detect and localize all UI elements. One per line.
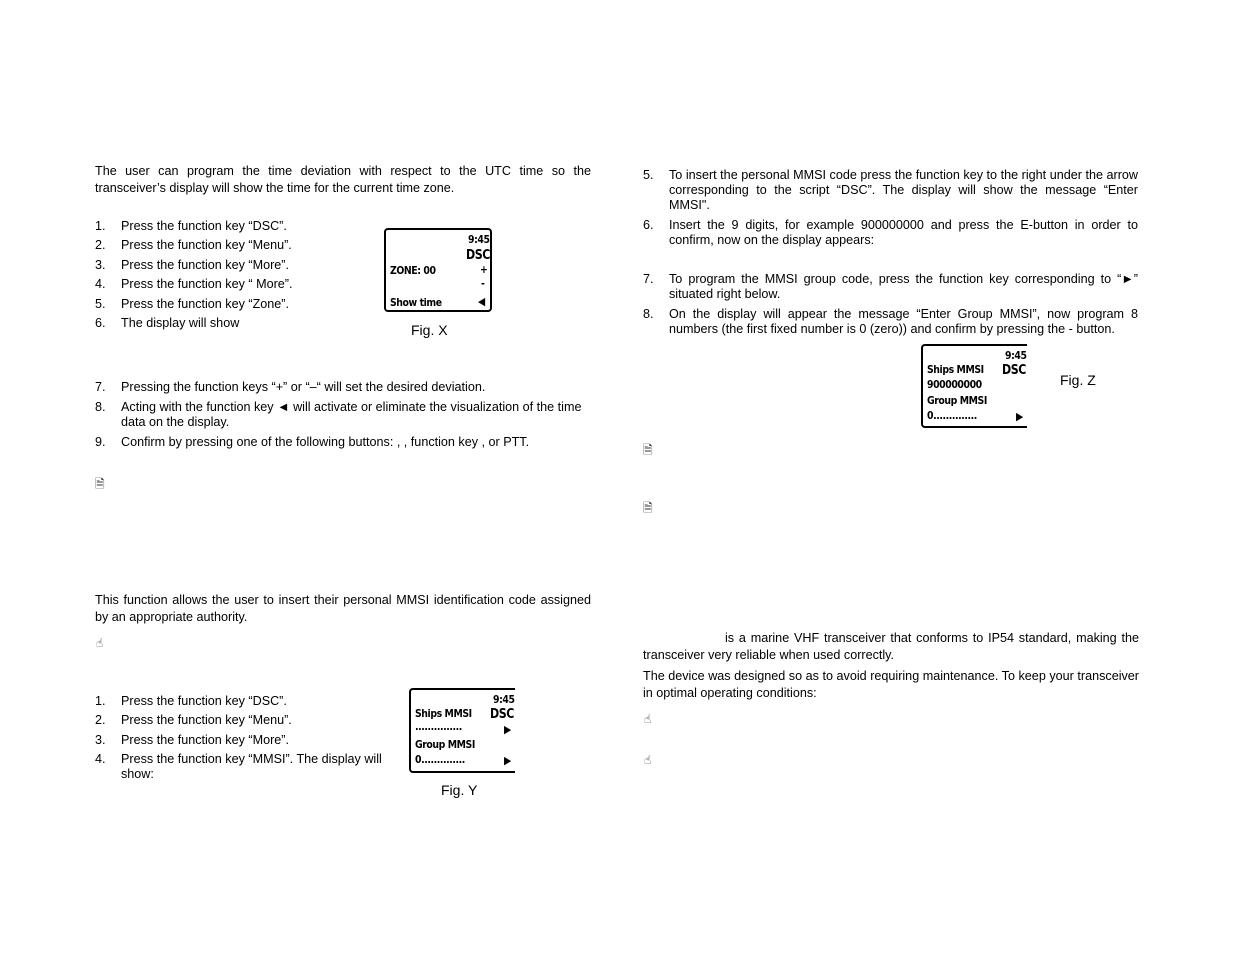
group-mmsi-label: Group MMSI	[415, 738, 475, 751]
maintenance-intro: is a marine VHF transceiver that conforms to IP54 standard, making the transceiver very reliable when used correctly.	[643, 631, 1139, 662]
right-arrow-icon: ▶	[1016, 410, 1023, 423]
note-icon: 🗎	[643, 443, 653, 457]
dsc-label: DSC	[466, 248, 490, 263]
right-arrow-icon: ▶	[504, 754, 511, 767]
mmsi-intro: This function allows the user to insert their personal MMSI identification code assigned by an appropriate authority.	[95, 593, 591, 624]
clock-time: 9:45	[468, 233, 490, 246]
fig-x-caption: Fig. X	[411, 322, 448, 338]
group-mmsi-value: 0..............	[415, 753, 465, 766]
right-arrow-icon: ▶	[504, 723, 511, 736]
show-time-label: Show time	[390, 296, 442, 309]
hand-icon: ☝	[644, 712, 652, 726]
minus-icon: -	[481, 277, 485, 290]
hand-icon: ☝	[96, 636, 104, 650]
fig-x-display	[384, 228, 492, 312]
fig-z-caption: Fig. Z	[1060, 372, 1096, 388]
ships-mmsi-label: Ships MMSI	[415, 707, 472, 720]
plus-icon: +	[480, 263, 488, 276]
group-mmsi-value: 0..............	[927, 409, 977, 422]
fig-z-display	[921, 344, 1027, 428]
mmsi-placeholder: ...............	[415, 720, 462, 733]
note-icon: 🗎	[643, 501, 653, 515]
fig-y-caption: Fig. Y	[441, 782, 478, 798]
maintenance-text: The device was designed so as to avoid requiring maintenance. To keep your transceiver in optimal operating conditions:	[643, 669, 1139, 700]
ships-mmsi-value: 900000000	[927, 378, 982, 391]
hand-icon: ☝	[644, 753, 652, 767]
dsc-label: DSC	[490, 707, 514, 722]
zone-label: ZONE: 00	[390, 264, 436, 277]
fig-y-display	[409, 688, 515, 773]
left-arrow-icon: ◀	[478, 295, 485, 308]
time-zone-intro: The user can program the time deviation with respect to the UTC time so the transceiver’s display will show the time for the current time zone.	[95, 164, 591, 195]
clock-time: 9:45	[493, 693, 515, 706]
note-icon: 🗎	[95, 477, 105, 491]
group-mmsi-label: Group MMSI	[927, 394, 987, 407]
dsc-label: DSC	[1002, 363, 1026, 378]
ships-mmsi-label: Ships MMSI	[927, 363, 984, 376]
clock-time: 9:45	[1005, 349, 1027, 362]
